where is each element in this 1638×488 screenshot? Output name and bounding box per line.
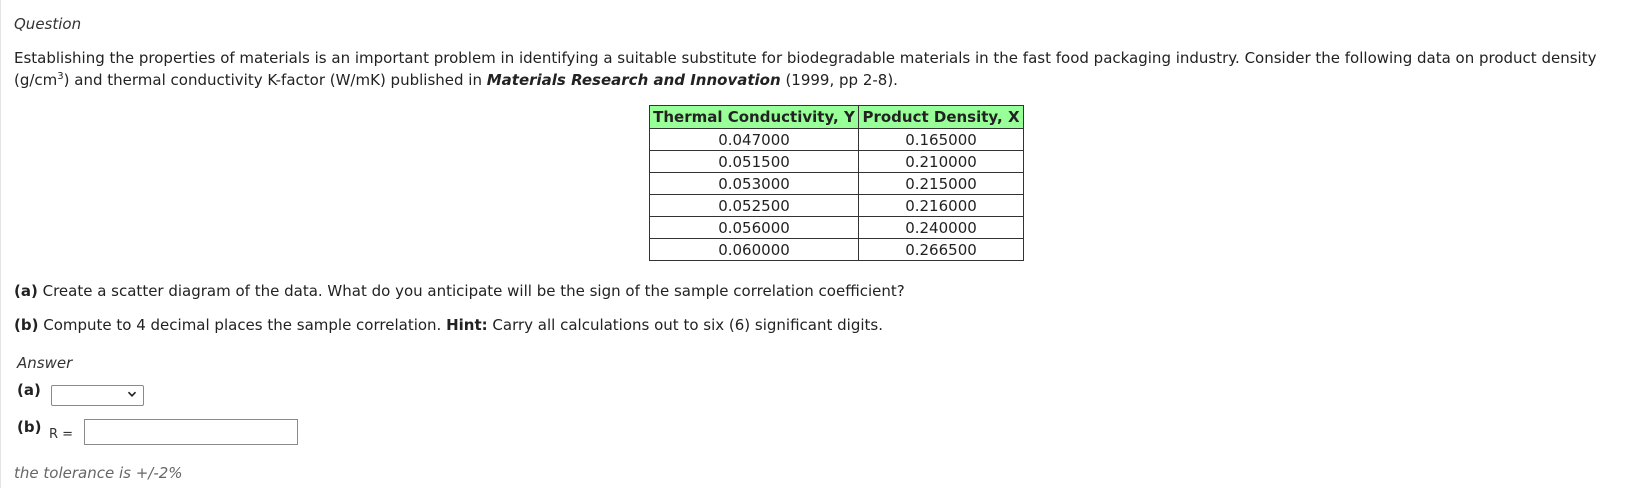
intro-text-3: (1999, pp 2-8).: [780, 71, 898, 89]
sign-dropdown[interactable]: [51, 385, 144, 406]
intro-superscript: 3: [57, 71, 64, 82]
correlation-input[interactable]: [84, 419, 298, 445]
data-table: [649, 105, 1024, 261]
cell-y: 0.052500: [650, 195, 859, 217]
part-b-tag: (b): [14, 316, 39, 334]
intro-text-1: Establishing the properties of materials is an important problem in identifying a suitable substitute for biodegradable materials in the fast food packaging industry. Consider the following data on product density (g/cm: [14, 49, 1597, 89]
cell-y: 0.047000: [650, 129, 859, 151]
answer-label: Answer: [17, 354, 73, 372]
part-a-text: Create a scatter diagram of the data. What do you anticipate will be the sign of the sample correlation coefficient?: [37, 282, 905, 300]
table-row: [650, 151, 1024, 173]
hint-text: Carry all calculations out to six (6) significant digits.: [487, 316, 883, 334]
table-row: [650, 217, 1024, 239]
header-thermal-conductivity: Thermal Conductivity, Y: [650, 106, 859, 129]
cell-x: 0.266500: [859, 239, 1024, 261]
cell-x: 0.240000: [859, 217, 1024, 239]
table-row: [650, 195, 1024, 217]
cell-x: 0.165000: [859, 129, 1024, 151]
answer-a-tag: (a): [17, 381, 41, 399]
intro-text-2: ) and thermal conductivity K-factor (W/mK) published in: [63, 71, 487, 89]
question-intro: [14, 47, 1624, 91]
cell-x: 0.210000: [859, 151, 1024, 173]
table-row: [650, 239, 1024, 261]
answer-b-tag: (b): [17, 418, 42, 436]
header-product-density: Product Density, X: [859, 106, 1024, 129]
cell-x: 0.216000: [859, 195, 1024, 217]
question-label: Question: [14, 15, 82, 33]
table-row: [650, 173, 1024, 195]
cell-y: 0.053000: [650, 173, 859, 195]
table-row: [650, 129, 1024, 151]
cell-y: 0.051500: [650, 151, 859, 173]
r-label: R =: [49, 427, 74, 442]
table-header-row: [650, 106, 1024, 129]
part-a-prompt: [14, 282, 905, 300]
cell-y: 0.056000: [650, 217, 859, 239]
journal-title: Materials Research and Innovation: [486, 71, 781, 89]
part-b-text: Compute to 4 decimal places the sample correlation.: [38, 316, 447, 334]
cell-y: 0.060000: [650, 239, 859, 261]
left-border: [0, 0, 1, 488]
cell-x: 0.215000: [859, 173, 1024, 195]
hint-label: Hint:: [446, 316, 488, 334]
part-a-tag: (a): [14, 282, 38, 300]
tolerance-note: the tolerance is +/-2%: [14, 464, 183, 482]
part-b-prompt: [14, 316, 883, 334]
chevron-down-icon: [127, 389, 137, 399]
